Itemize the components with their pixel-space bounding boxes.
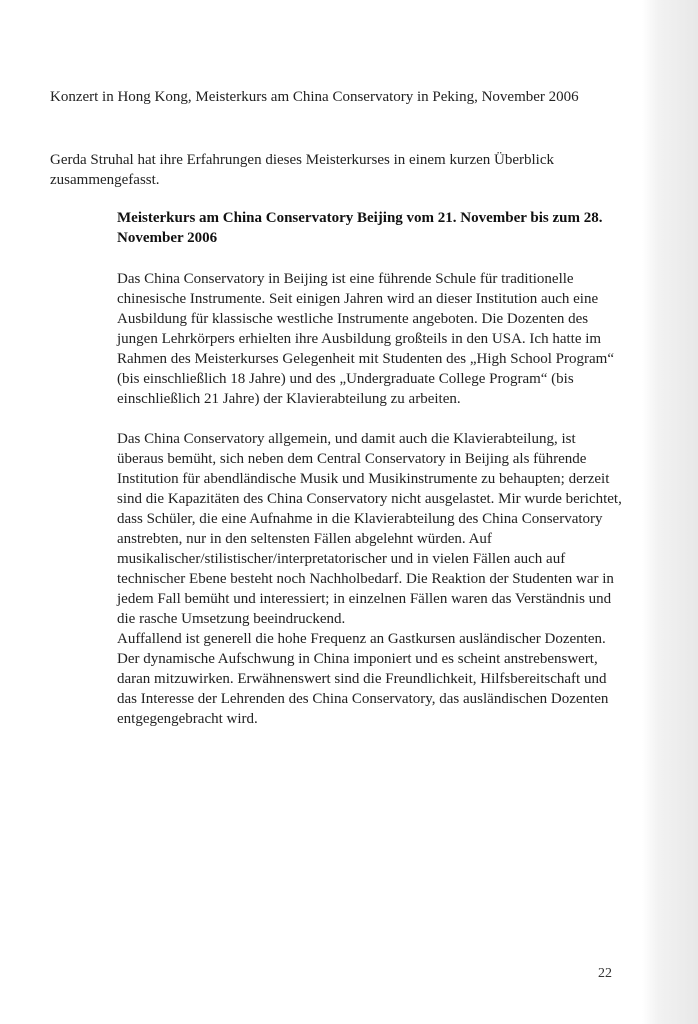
paragraph-2: Das China Conservatory allgemein, und damit auch die Klavierabteilung, ist überaus bemüht, sich neben dem Central Conservatory in Beijing als führende Institution für abendländische Musik und Musikinstrumente zu behaupten; derzeit sind die Kapazitäten des China Conservatory nicht ausgelastet. Mir wurde berichtet, dass Schüler, die eine Aufnahme in die Klavierabteilung des China Conservatory anstrebten, nur in den seltensten Fällen abgelehnt würden. Auf musikalischer/stilistischer/interpretatorischer und in vielen Fällen auch auf technischer Ebene besteht noch Nachholbedarf. Die Reaktion der Studenten war in jedem Fall bemüht und interessiert; in einzelnen Fällen waren das Verständnis und die rasche Umsetzung beeindruckend. — [117, 431, 622, 627]
paragraph-1: Das China Conservatory in Beijing ist eine führende Schule für traditionelle chinesische Instrumente. Seit einigen Jahren wird an dieser Institution auch eine Ausbildung für klassische westliche Instrumente angeboten. Die Dozenten des jungen Lehrkörpers erhielten ihre Ausbildung großteils in den USA. Ich hatte im Rahmen des Meisterkurses Gelegenheit mit Studenten des „High School Program“ (bis einschließlich 18 Jahre) und des „Undergraduate College Program“ (bis einschließlich 21 Jahre) der Klavierabteilung zu arbeiten. — [117, 271, 614, 407]
paragraph-3: Auffallend ist generell die hohe Frequenz an Gastkursen ausländischer Dozenten. — [117, 631, 606, 647]
page-edge-shadow — [642, 0, 698, 1024]
paragraph-group — [117, 429, 622, 729]
section-title: Meisterkurs am China Conservatory Beijing vom 21. November bis zum 28. November 2006 — [117, 210, 603, 246]
masterclass-section — [117, 208, 622, 749]
page-number: 22 — [598, 966, 612, 981]
intro-line: Konzert in Hong Kong, Meisterkurs am China Conservatory in Peking, November 2006 — [50, 89, 579, 105]
paragraph-4: Der dynamische Aufschwung in China imponiert und es scheint anstrebenswert, daran mitzuwirken. Erwähnenswert sind die Freundlichkeit, Hilfsbereitschaft und das Interesse der Lehrenden des China Conservatory, das ausländischen Dozenten entgegengebracht wird. — [117, 651, 609, 727]
intro-summary: Gerda Struhal hat ihre Erfahrungen dieses Meisterkurses in einem kurzen Überblick zusammengefasst. — [50, 152, 554, 188]
